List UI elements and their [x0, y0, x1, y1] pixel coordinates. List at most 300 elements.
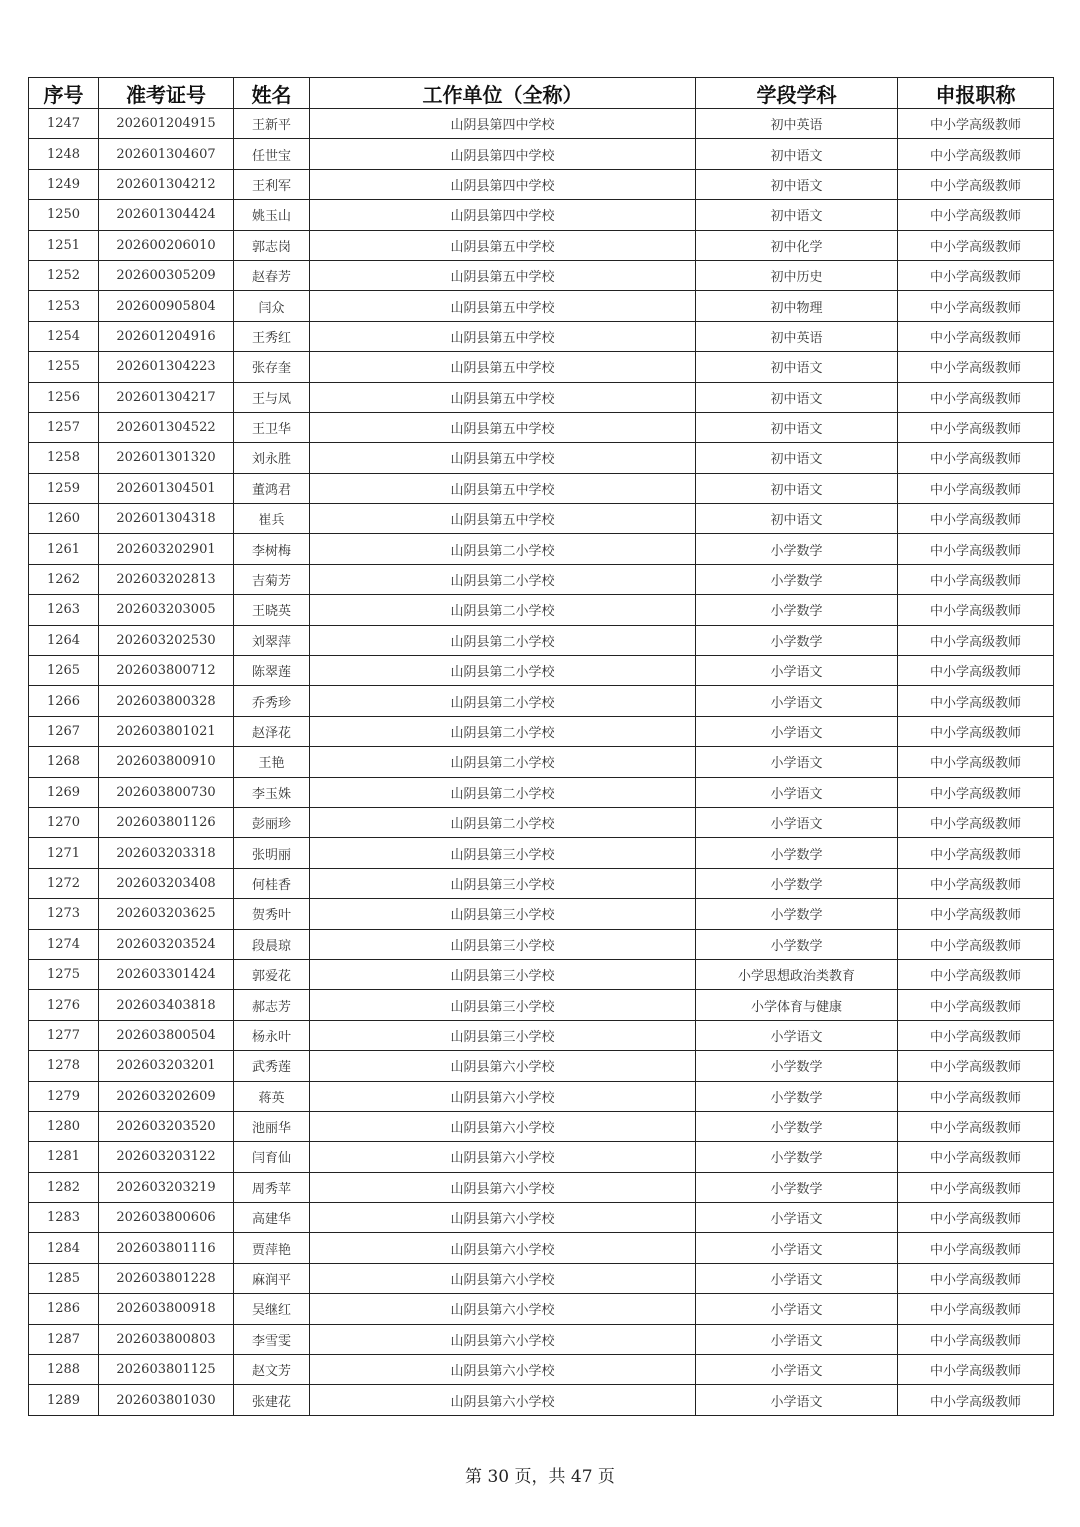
- cell-name: 刘翠萍: [234, 625, 310, 655]
- cell-exam-id: 202603801126: [99, 807, 234, 837]
- cell-subject: 小学数学: [696, 868, 898, 898]
- cell-work-unit: 山阴县第三小学校: [310, 868, 696, 898]
- cell-name: 刘永胜: [234, 443, 310, 473]
- table-row: [29, 959, 1054, 989]
- cell-serial-number: 1259: [29, 473, 99, 503]
- cell-title-applied: 中小学高级教师: [898, 716, 1054, 746]
- cell-work-unit: 山阴县第二小学校: [310, 777, 696, 807]
- cell-subject: 小学语文: [696, 777, 898, 807]
- table-row: [29, 929, 1054, 959]
- cell-name: 郝志芳: [234, 990, 310, 1020]
- cell-work-unit: 山阴县第三小学校: [310, 959, 696, 989]
- cell-serial-number: 1286: [29, 1294, 99, 1324]
- cell-exam-id: 202603301424: [99, 959, 234, 989]
- cell-name: 李玉姝: [234, 777, 310, 807]
- roster-table-container: [28, 77, 1053, 1416]
- cell-exam-id: 202601304318: [99, 504, 234, 534]
- cell-subject: 小学语文: [696, 716, 898, 746]
- cell-title-applied: 中小学高级教师: [898, 200, 1054, 230]
- header-title-applied: 申报职称: [898, 78, 1054, 109]
- cell-work-unit: 山阴县第六小学校: [310, 1324, 696, 1354]
- cell-name: 王利军: [234, 169, 310, 199]
- header-name: 姓名: [234, 78, 310, 109]
- cell-serial-number: 1265: [29, 656, 99, 686]
- cell-subject: 小学数学: [696, 1081, 898, 1111]
- cell-name: 乔秀珍: [234, 686, 310, 716]
- cell-name: 杨永叶: [234, 1020, 310, 1050]
- cell-serial-number: 1264: [29, 625, 99, 655]
- cell-work-unit: 山阴县第五中学校: [310, 321, 696, 351]
- cell-subject: 小学数学: [696, 838, 898, 868]
- table-row: [29, 595, 1054, 625]
- cell-title-applied: 中小学高级教师: [898, 1020, 1054, 1050]
- table-row: [29, 504, 1054, 534]
- cell-work-unit: 山阴县第四中学校: [310, 200, 696, 230]
- cell-work-unit: 山阴县第五中学校: [310, 443, 696, 473]
- cell-serial-number: 1257: [29, 412, 99, 442]
- cell-serial-number: 1281: [29, 1142, 99, 1172]
- cell-work-unit: 山阴县第六小学校: [310, 1233, 696, 1263]
- cell-subject: 小学语文: [696, 747, 898, 777]
- cell-name: 麻润平: [234, 1263, 310, 1293]
- cell-subject: 初中英语: [696, 109, 898, 139]
- cell-name: 彭丽珍: [234, 807, 310, 837]
- cell-subject: 初中化学: [696, 230, 898, 260]
- cell-subject: 小学语文: [696, 807, 898, 837]
- cell-subject: 小学数学: [696, 929, 898, 959]
- cell-title-applied: 中小学高级教师: [898, 169, 1054, 199]
- table-row: [29, 1294, 1054, 1324]
- cell-name: 高建华: [234, 1203, 310, 1233]
- cell-name: 张建花: [234, 1385, 310, 1415]
- cell-work-unit: 山阴县第二小学校: [310, 807, 696, 837]
- table-row: [29, 899, 1054, 929]
- cell-serial-number: 1248: [29, 139, 99, 169]
- cell-subject: 小学数学: [696, 595, 898, 625]
- cell-exam-id: 202600305209: [99, 260, 234, 290]
- cell-name: 崔兵: [234, 504, 310, 534]
- cell-exam-id: 202603800730: [99, 777, 234, 807]
- table-row: [29, 1172, 1054, 1202]
- cell-title-applied: 中小学高级教师: [898, 1203, 1054, 1233]
- cell-work-unit: 山阴县第四中学校: [310, 109, 696, 139]
- cell-name: 郭志岗: [234, 230, 310, 260]
- table-row: [29, 1051, 1054, 1081]
- header-serial-number: 序号: [29, 78, 99, 109]
- cell-name: 王秀红: [234, 321, 310, 351]
- cell-name: 李树梅: [234, 534, 310, 564]
- table-row: [29, 169, 1054, 199]
- cell-name: 闫众: [234, 291, 310, 321]
- cell-name: 王卫华: [234, 412, 310, 442]
- cell-work-unit: 山阴县第六小学校: [310, 1294, 696, 1324]
- header-exam-id: 准考证号: [99, 78, 234, 109]
- cell-title-applied: 中小学高级教师: [898, 656, 1054, 686]
- cell-exam-id: 202601204916: [99, 321, 234, 351]
- cell-name: 吴继红: [234, 1294, 310, 1324]
- cell-work-unit: 山阴县第五中学校: [310, 230, 696, 260]
- cell-exam-id: 202603202530: [99, 625, 234, 655]
- table-row: [29, 139, 1054, 169]
- cell-serial-number: 1252: [29, 260, 99, 290]
- cell-title-applied: 中小学高级教师: [898, 1051, 1054, 1081]
- cell-name: 王晓英: [234, 595, 310, 625]
- table-row: [29, 1020, 1054, 1050]
- cell-serial-number: 1273: [29, 899, 99, 929]
- cell-name: 贾萍艳: [234, 1233, 310, 1263]
- cell-title-applied: 中小学高级教师: [898, 504, 1054, 534]
- cell-title-applied: 中小学高级教师: [898, 990, 1054, 1020]
- cell-work-unit: 山阴县第六小学校: [310, 1111, 696, 1141]
- cell-name: 武秀莲: [234, 1051, 310, 1081]
- cell-work-unit: 山阴县第五中学校: [310, 352, 696, 382]
- cell-title-applied: 中小学高级教师: [898, 534, 1054, 564]
- table-row: [29, 807, 1054, 837]
- cell-subject: 小学语文: [696, 1203, 898, 1233]
- cell-subject: 初中语文: [696, 382, 898, 412]
- cell-exam-id: 202601304522: [99, 412, 234, 442]
- cell-name: 王与凤: [234, 382, 310, 412]
- cell-subject: 初中语文: [696, 139, 898, 169]
- cell-subject: 初中物理: [696, 291, 898, 321]
- cell-serial-number: 1251: [29, 230, 99, 260]
- cell-subject: 小学语文: [696, 686, 898, 716]
- cell-work-unit: 山阴县第五中学校: [310, 504, 696, 534]
- cell-subject: 初中语文: [696, 169, 898, 199]
- cell-subject: 初中语文: [696, 443, 898, 473]
- cell-serial-number: 1279: [29, 1081, 99, 1111]
- cell-work-unit: 山阴县第二小学校: [310, 656, 696, 686]
- cell-work-unit: 山阴县第四中学校: [310, 169, 696, 199]
- cell-work-unit: 山阴县第二小学校: [310, 534, 696, 564]
- cell-exam-id: 202603800504: [99, 1020, 234, 1050]
- cell-subject: 小学数学: [696, 534, 898, 564]
- cell-work-unit: 山阴县第四中学校: [310, 139, 696, 169]
- cell-subject: 小学语文: [696, 1233, 898, 1263]
- cell-subject: 初中语文: [696, 352, 898, 382]
- cell-work-unit: 山阴县第五中学校: [310, 382, 696, 412]
- cell-serial-number: 1274: [29, 929, 99, 959]
- cell-work-unit: 山阴县第二小学校: [310, 595, 696, 625]
- cell-serial-number: 1271: [29, 838, 99, 868]
- cell-title-applied: 中小学高级教师: [898, 473, 1054, 503]
- cell-exam-id: 202601304223: [99, 352, 234, 382]
- cell-serial-number: 1278: [29, 1051, 99, 1081]
- table-row: [29, 625, 1054, 655]
- cell-serial-number: 1282: [29, 1172, 99, 1202]
- cell-work-unit: 山阴县第二小学校: [310, 625, 696, 655]
- table-row: [29, 443, 1054, 473]
- cell-name: 贺秀叶: [234, 899, 310, 929]
- cell-subject: 小学数学: [696, 1142, 898, 1172]
- cell-serial-number: 1266: [29, 686, 99, 716]
- cell-exam-id: 202603202813: [99, 564, 234, 594]
- cell-exam-id: 202603801116: [99, 1233, 234, 1263]
- cell-exam-id: 202603203122: [99, 1142, 234, 1172]
- cell-serial-number: 1249: [29, 169, 99, 199]
- cell-work-unit: 山阴县第三小学校: [310, 929, 696, 959]
- table-row: [29, 473, 1054, 503]
- table-row: [29, 352, 1054, 382]
- cell-serial-number: 1269: [29, 777, 99, 807]
- cell-exam-id: 202601304212: [99, 169, 234, 199]
- cell-subject: 小学语文: [696, 1385, 898, 1415]
- cell-title-applied: 中小学高级教师: [898, 1355, 1054, 1385]
- cell-work-unit: 山阴县第三小学校: [310, 899, 696, 929]
- table-row: [29, 1355, 1054, 1385]
- cell-title-applied: 中小学高级教师: [898, 777, 1054, 807]
- cell-work-unit: 山阴县第六小学校: [310, 1203, 696, 1233]
- cell-exam-id: 202603203318: [99, 838, 234, 868]
- table-row: [29, 1111, 1054, 1141]
- table-row: [29, 382, 1054, 412]
- cell-title-applied: 中小学高级教师: [898, 1385, 1054, 1415]
- cell-exam-id: 202603203625: [99, 899, 234, 929]
- cell-exam-id: 202601304424: [99, 200, 234, 230]
- cell-exam-id: 202601304607: [99, 139, 234, 169]
- cell-title-applied: 中小学高级教师: [898, 1081, 1054, 1111]
- cell-exam-id: 202603801125: [99, 1355, 234, 1385]
- cell-name: 王艳: [234, 747, 310, 777]
- cell-serial-number: 1254: [29, 321, 99, 351]
- cell-work-unit: 山阴县第六小学校: [310, 1142, 696, 1172]
- cell-work-unit: 山阴县第六小学校: [310, 1263, 696, 1293]
- cell-work-unit: 山阴县第三小学校: [310, 1020, 696, 1050]
- table-row: [29, 412, 1054, 442]
- table-row: [29, 260, 1054, 290]
- cell-exam-id: 202603203219: [99, 1172, 234, 1202]
- cell-subject: 初中语文: [696, 473, 898, 503]
- cell-title-applied: 中小学高级教师: [898, 747, 1054, 777]
- cell-serial-number: 1267: [29, 716, 99, 746]
- cell-serial-number: 1256: [29, 382, 99, 412]
- cell-name: 任世宝: [234, 139, 310, 169]
- cell-title-applied: 中小学高级教师: [898, 959, 1054, 989]
- cell-subject: 小学数学: [696, 1111, 898, 1141]
- cell-exam-id: 202603801228: [99, 1263, 234, 1293]
- table-row: [29, 1142, 1054, 1172]
- cell-title-applied: 中小学高级教师: [898, 1324, 1054, 1354]
- cell-exam-id: 202603203408: [99, 868, 234, 898]
- cell-name: 赵泽花: [234, 716, 310, 746]
- cell-work-unit: 山阴县第六小学校: [310, 1081, 696, 1111]
- header-subject: 学段学科: [696, 78, 898, 109]
- cell-name: 郭爱花: [234, 959, 310, 989]
- cell-serial-number: 1255: [29, 352, 99, 382]
- table-row: [29, 1081, 1054, 1111]
- cell-serial-number: 1272: [29, 868, 99, 898]
- cell-subject: 小学思想政治类教育: [696, 959, 898, 989]
- cell-name: 闫育仙: [234, 1142, 310, 1172]
- table-row: [29, 109, 1054, 139]
- table-row: [29, 656, 1054, 686]
- cell-work-unit: 山阴县第六小学校: [310, 1172, 696, 1202]
- cell-work-unit: 山阴县第二小学校: [310, 747, 696, 777]
- cell-name: 李雪雯: [234, 1324, 310, 1354]
- table-row: [29, 230, 1054, 260]
- cell-subject: 小学语文: [696, 1355, 898, 1385]
- cell-serial-number: 1263: [29, 595, 99, 625]
- cell-work-unit: 山阴县第二小学校: [310, 716, 696, 746]
- cell-serial-number: 1288: [29, 1355, 99, 1385]
- cell-serial-number: 1253: [29, 291, 99, 321]
- cell-serial-number: 1284: [29, 1233, 99, 1263]
- cell-serial-number: 1261: [29, 534, 99, 564]
- cell-subject: 小学语文: [696, 1324, 898, 1354]
- cell-serial-number: 1275: [29, 959, 99, 989]
- header-work-unit: 工作单位（全称）: [310, 78, 696, 109]
- table-row: [29, 868, 1054, 898]
- cell-serial-number: 1247: [29, 109, 99, 139]
- cell-exam-id: 202603403818: [99, 990, 234, 1020]
- cell-exam-id: 202603800910: [99, 747, 234, 777]
- cell-exam-id: 202603800606: [99, 1203, 234, 1233]
- cell-work-unit: 山阴县第六小学校: [310, 1051, 696, 1081]
- cell-serial-number: 1270: [29, 807, 99, 837]
- cell-title-applied: 中小学高级教师: [898, 686, 1054, 716]
- cell-work-unit: 山阴县第五中学校: [310, 291, 696, 321]
- cell-work-unit: 山阴县第五中学校: [310, 473, 696, 503]
- cell-serial-number: 1268: [29, 747, 99, 777]
- cell-title-applied: 中小学高级教师: [898, 109, 1054, 139]
- table-body: [29, 109, 1054, 1416]
- cell-title-applied: 中小学高级教师: [898, 1294, 1054, 1324]
- table-row: [29, 1263, 1054, 1293]
- cell-title-applied: 中小学高级教师: [898, 625, 1054, 655]
- cell-title-applied: 中小学高级教师: [898, 564, 1054, 594]
- table-row: [29, 534, 1054, 564]
- table-row: [29, 747, 1054, 777]
- cell-exam-id: 202603800712: [99, 656, 234, 686]
- cell-serial-number: 1258: [29, 443, 99, 473]
- table-row: [29, 1324, 1054, 1354]
- cell-exam-id: 202603801021: [99, 716, 234, 746]
- cell-exam-id: 202603203201: [99, 1051, 234, 1081]
- cell-name: 张明丽: [234, 838, 310, 868]
- cell-subject: 小学数学: [696, 625, 898, 655]
- table-header-row: [29, 78, 1054, 109]
- cell-name: 王新平: [234, 109, 310, 139]
- table-row: [29, 838, 1054, 868]
- cell-name: 张存奎: [234, 352, 310, 382]
- cell-subject: 小学数学: [696, 564, 898, 594]
- cell-subject: 初中语文: [696, 200, 898, 230]
- cell-title-applied: 中小学高级教师: [898, 1233, 1054, 1263]
- cell-exam-id: 202603800918: [99, 1294, 234, 1324]
- cell-subject: 小学语文: [696, 1020, 898, 1050]
- cell-work-unit: 山阴县第三小学校: [310, 990, 696, 1020]
- table-row: [29, 990, 1054, 1020]
- cell-subject: 小学语文: [696, 656, 898, 686]
- table-row: [29, 777, 1054, 807]
- cell-subject: 初中语文: [696, 412, 898, 442]
- cell-subject: 小学语文: [696, 1294, 898, 1324]
- cell-title-applied: 中小学高级教师: [898, 1263, 1054, 1293]
- cell-exam-id: 202603202609: [99, 1081, 234, 1111]
- cell-title-applied: 中小学高级教师: [898, 1111, 1054, 1141]
- cell-exam-id: 202601304501: [99, 473, 234, 503]
- table-row: [29, 200, 1054, 230]
- cell-name: 吉菊芳: [234, 564, 310, 594]
- cell-exam-id: 202601301320: [99, 443, 234, 473]
- table-row: [29, 321, 1054, 351]
- cell-subject: 小学体育与健康: [696, 990, 898, 1020]
- cell-title-applied: 中小学高级教师: [898, 838, 1054, 868]
- cell-name: 姚玉山: [234, 200, 310, 230]
- cell-name: 池丽华: [234, 1111, 310, 1141]
- cell-work-unit: 山阴县第二小学校: [310, 564, 696, 594]
- cell-title-applied: 中小学高级教师: [898, 291, 1054, 321]
- cell-serial-number: 1283: [29, 1203, 99, 1233]
- cell-title-applied: 中小学高级教师: [898, 352, 1054, 382]
- table-row: [29, 716, 1054, 746]
- cell-subject: 小学数学: [696, 1172, 898, 1202]
- cell-subject: 初中历史: [696, 260, 898, 290]
- table-row: [29, 686, 1054, 716]
- cell-name: 赵文芳: [234, 1355, 310, 1385]
- cell-subject: 小学数学: [696, 899, 898, 929]
- cell-exam-id: 202600905804: [99, 291, 234, 321]
- cell-serial-number: 1277: [29, 1020, 99, 1050]
- table-row: [29, 1203, 1054, 1233]
- cell-exam-id: 202600206010: [99, 230, 234, 260]
- cell-work-unit: 山阴县第五中学校: [310, 260, 696, 290]
- cell-serial-number: 1260: [29, 504, 99, 534]
- cell-serial-number: 1276: [29, 990, 99, 1020]
- cell-serial-number: 1287: [29, 1324, 99, 1354]
- cell-work-unit: 山阴县第五中学校: [310, 412, 696, 442]
- cell-serial-number: 1262: [29, 564, 99, 594]
- cell-serial-number: 1285: [29, 1263, 99, 1293]
- cell-serial-number: 1250: [29, 200, 99, 230]
- page-number-footer: 第 30 页，共 47 页: [465, 1467, 615, 1487]
- cell-title-applied: 中小学高级教师: [898, 230, 1054, 260]
- cell-name: 蒋英: [234, 1081, 310, 1111]
- cell-name: 陈翠莲: [234, 656, 310, 686]
- cell-title-applied: 中小学高级教师: [898, 807, 1054, 837]
- cell-title-applied: 中小学高级教师: [898, 929, 1054, 959]
- cell-name: 董鸿君: [234, 473, 310, 503]
- cell-exam-id: 202603800803: [99, 1324, 234, 1354]
- cell-title-applied: 中小学高级教师: [898, 260, 1054, 290]
- cell-exam-id: 202603801030: [99, 1385, 234, 1415]
- cell-title-applied: 中小学高级教师: [898, 412, 1054, 442]
- cell-name: 何桂香: [234, 868, 310, 898]
- cell-name: 赵春芳: [234, 260, 310, 290]
- cell-exam-id: 202603202901: [99, 534, 234, 564]
- cell-work-unit: 山阴县第三小学校: [310, 838, 696, 868]
- cell-title-applied: 中小学高级教师: [898, 868, 1054, 898]
- cell-title-applied: 中小学高级教师: [898, 382, 1054, 412]
- table-row: [29, 1233, 1054, 1263]
- cell-name: 段晨琼: [234, 929, 310, 959]
- cell-exam-id: 202601204915: [99, 109, 234, 139]
- cell-exam-id: 202603800328: [99, 686, 234, 716]
- cell-title-applied: 中小学高级教师: [898, 1142, 1054, 1172]
- cell-exam-id: 202603203520: [99, 1111, 234, 1141]
- cell-subject: 初中语文: [696, 504, 898, 534]
- cell-subject: 初中英语: [696, 321, 898, 351]
- cell-exam-id: 202603203005: [99, 595, 234, 625]
- cell-title-applied: 中小学高级教师: [898, 443, 1054, 473]
- cell-title-applied: 中小学高级教师: [898, 899, 1054, 929]
- roster-table: [28, 77, 1054, 1416]
- cell-serial-number: 1289: [29, 1385, 99, 1415]
- cell-subject: 小学数学: [696, 1051, 898, 1081]
- cell-subject: 小学语文: [696, 1263, 898, 1293]
- table-row: [29, 1385, 1054, 1415]
- cell-title-applied: 中小学高级教师: [898, 139, 1054, 169]
